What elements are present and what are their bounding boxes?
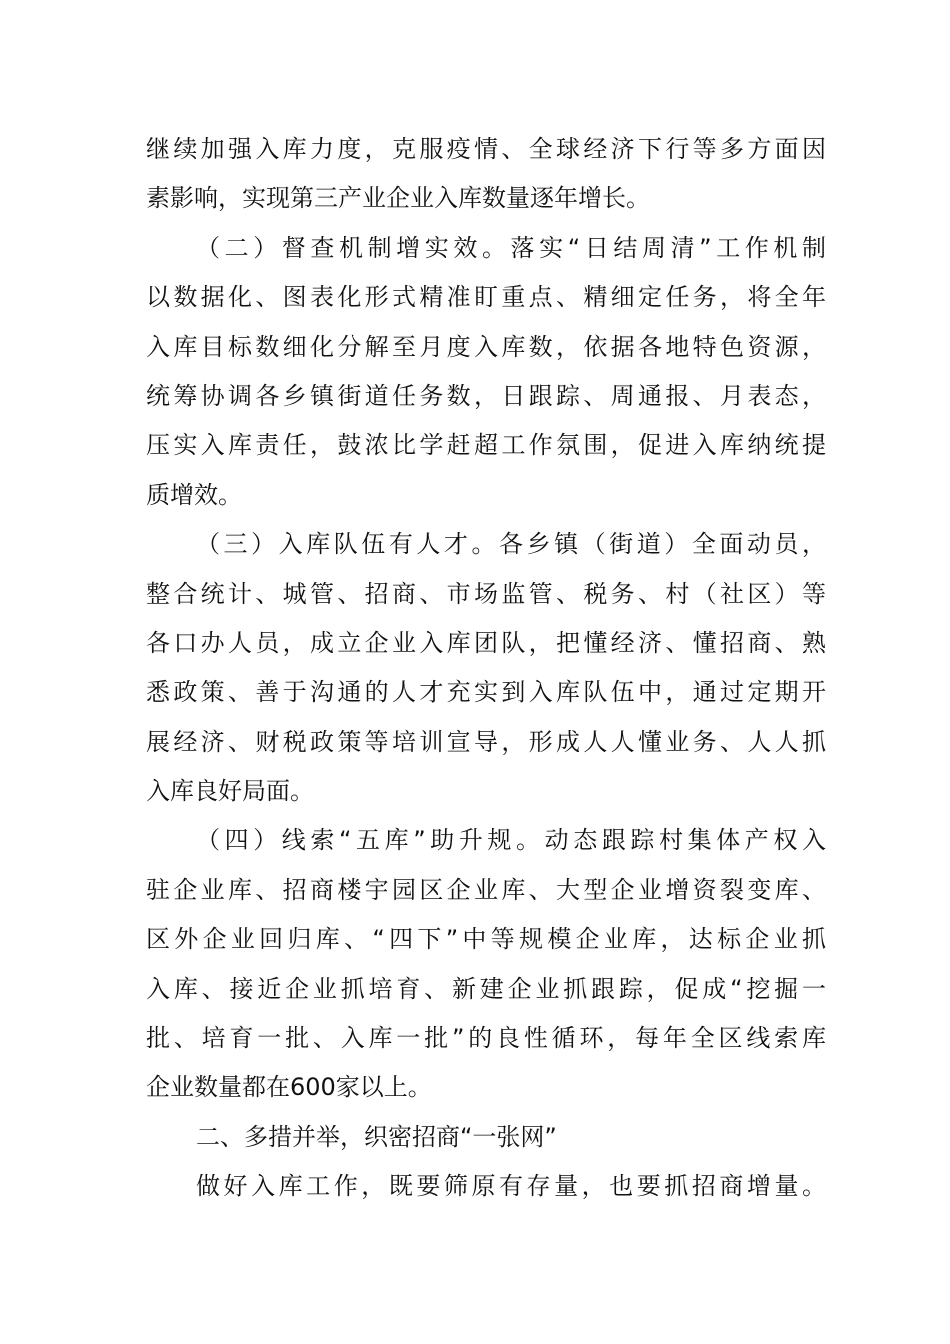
text-line: 整合统计、城管、招商、市场监管、税务、村（社区）等 (146, 579, 826, 608)
section-heading: 二、多措并举，织密招商“一张网” (196, 1122, 557, 1151)
text-line: 驻企业库、招商楼宇园区企业库、大型企业增资裂变库、 (146, 875, 826, 904)
text-line: 悉政策、善于沟通的人才充实到入库队伍中，通过定期开 (146, 678, 826, 707)
text-line: （三）入库队伍有人才。各乡镇（街道）全面动员， (196, 530, 826, 559)
text-line: 入库、接近企业抓培育、新建企业抓跟踪，促成“挖掘一 (146, 974, 826, 1003)
text-line: 企业数量都在600家以上。 (146, 1073, 432, 1102)
text-line: （二）督查机制增实效。落实“日结周清”工作机制 (196, 233, 826, 262)
text-line: 做好入库工作，既要筛原有存量，也要抓招商增量。 (196, 1172, 826, 1201)
text-line: 展经济、财税政策等培训宣导，形成人人懂业务、人人抓 (146, 727, 826, 756)
text-line: 素影响，实现第三产业企业入库数量逐年增长。 (146, 184, 650, 213)
text-line: 批、培育一批、入库一批”的良性循环，每年全区线索库 (146, 1024, 826, 1053)
text-line: 入库目标数细化分解至月度入库数，依据各地特色资源， (146, 332, 826, 361)
text-line: 区外企业回归库、“四下”中等规模企业库，达标企业抓 (146, 925, 826, 954)
body-text (146, 125, 826, 1212)
text-line: 统筹协调各乡镇街道任务数，日跟踪、周通报、月表态， (146, 381, 826, 410)
text-line: （四）线索“五库”助升规。动态跟踪村集体产权入 (196, 826, 826, 855)
text-line: 继续加强入库力度，克服疫情、全球经济下行等多方面因 (146, 135, 826, 163)
text-line: 入库良好局面。 (146, 777, 314, 806)
text-line: 压实入库责任，鼓浓比学赶超工作氛围，促进入库纳统提 (146, 431, 826, 460)
text-line: 以数据化、图表化形式精准盯重点、精细定任务，将全年 (146, 283, 826, 312)
text-line: 各口办人员，成立企业入库团队，把懂经济、懂招商、熟 (146, 628, 826, 657)
text-line: 质增效。 (146, 480, 242, 509)
